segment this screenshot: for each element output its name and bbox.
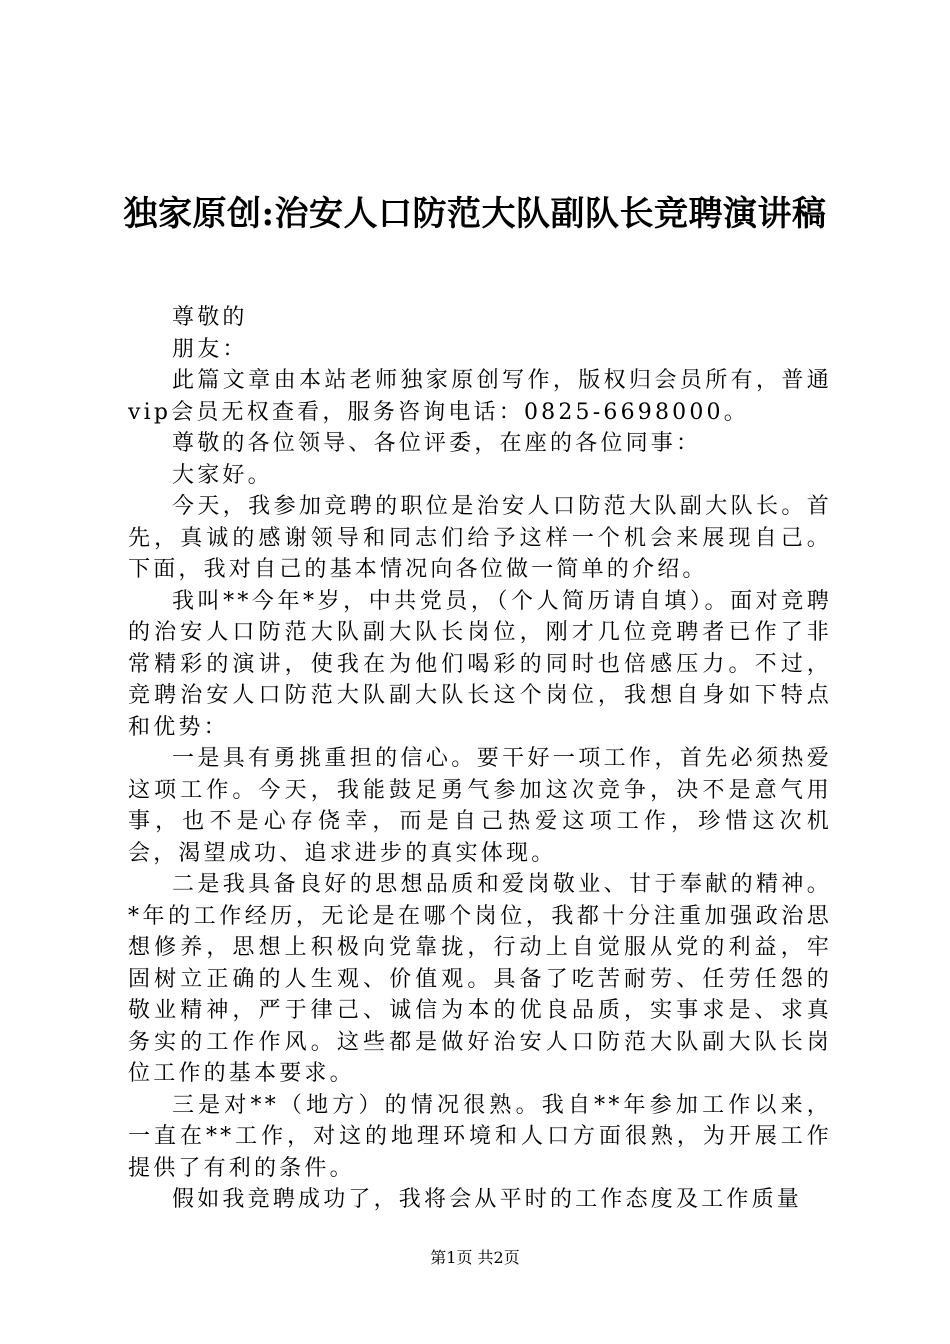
document-title: 独家原创:治安人口防范大队副队长竞聘演讲稿 xyxy=(123,194,827,234)
paragraph: 尊敬的 xyxy=(172,305,248,330)
paragraph: 大家好。 xyxy=(172,462,273,488)
paragraph: 今天，我参加竞聘的职位是治安人口防范大队副大队长。首先，真诚的感谢领导和同志们给予这样一个机会来展现自己。下面，我对自己的基本情况向各位做一简单的介绍。 xyxy=(128,494,832,582)
paragraph: 二是我具备良好的思想品质和爱岗敬业、甘于奉献的精神。*年的工作经历，无论是在哪个岗位，我都十分注重加强政治思想修养，思想上积极向党靠拢，行动上自觉服从党的利益，牢固树立正确的人生观、价值观。具备了吃苦耐劳、任劳任怨的敬业精神，严于律己、诚信为本的优良品质，实事求是、求真务实的工作作风。这些都是做好治安人口防范大队副大队长岗位工作的基本要求。 xyxy=(128,872,832,1086)
paragraph: 朋友： xyxy=(172,336,248,362)
paragraph: 一是具有勇挑重担的信心。要干好一项工作，首先必须热爱这项工作。今天，我能鼓足勇气参加这次竞争，决不是意气用事，也不是心存侥幸，而是自己热爱这项工作，珍惜这次机会，渴望成功、追求进步的真实体现。 xyxy=(128,746,832,866)
paragraph: 此篇文章由本站老师独家原创写作，版权归会员所有，普通vip会员无权查看，服务咨询电话：0825-6698000。 xyxy=(128,368,832,425)
paragraph: 尊敬的各位领导、各位评委，在座的各位同事： xyxy=(172,431,702,456)
document-body xyxy=(128,302,832,1216)
paragraph: 三是对**（地方）的情况很熟。我自**年参加工作以来，一直在**工作，对这的地理环境和人口方面很熟，为开展工作提供了有利的条件。 xyxy=(128,1092,832,1181)
paragraph: 我叫**今年*岁，中共党员，（个人简历请自填）。面对竞聘的治安人口防范大队副大队长岗位，刚才几位竞聘者已作了非常精彩的演讲，使我在为他们喝彩的同时也倍感压力。不过，竞聘治安人口防范大队副大队长这个岗位，我想自身如下特点和优势： xyxy=(128,588,832,740)
paragraph: 假如我竞聘成功了，我将会从平时的工作态度及工作质量 xyxy=(172,1187,803,1212)
page-number-footer: 第1页 共2页 xyxy=(430,1248,520,1267)
